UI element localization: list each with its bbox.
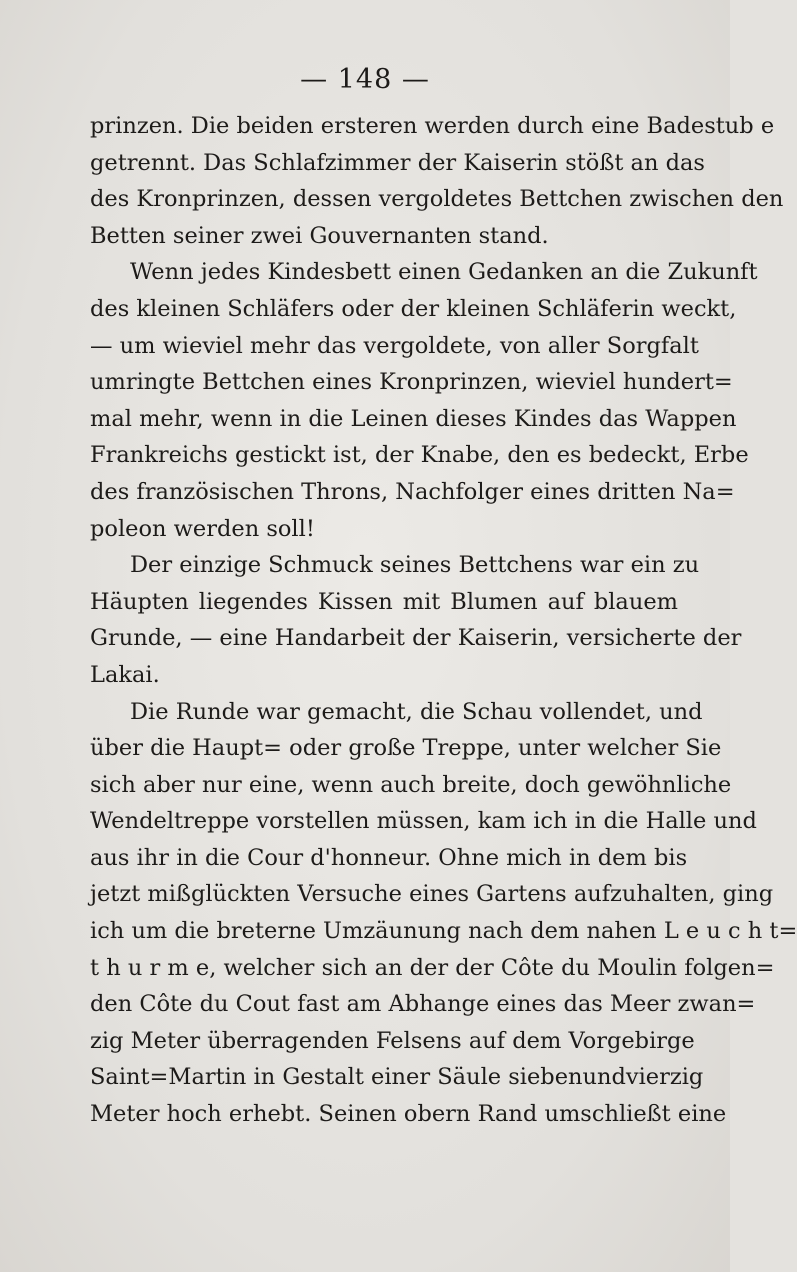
text-line: Wendeltreppe vorstellen müssen, kam ich in die Halle und	[90, 808, 757, 835]
page-number: — 148 —	[300, 64, 430, 95]
text-line: — um wieviel mehr das vergoldete, von aller Sorgfalt	[90, 332, 699, 359]
text-line: mal mehr, wenn in die Leinen dieses Kindes das Wappen	[90, 405, 737, 432]
text-line: jetzt mißglückten Versuche eines Gartens aufzuhalten, ging	[90, 881, 774, 908]
body-text	[90, 108, 797, 1133]
text-line: aus ihr in die Cour d'honneur. Ohne mich in dem bis	[90, 844, 688, 871]
text-line: Wenn jedes Kindesbett einen Gedanken an die Zukunft	[130, 259, 758, 286]
text-line: des Kronprinzen, dessen vergoldetes Bettchen zwischen den	[90, 186, 784, 213]
text-line: Lakai.	[90, 661, 160, 688]
text-line: Saint=Martin in Gestalt einer Säule siebenundvierzig	[90, 1064, 704, 1091]
text-line: des französischen Throns, Nachfolger eines dritten Na=	[90, 478, 735, 505]
text-line: des kleinen Schläfers oder der kleinen Schläferin weckt,	[90, 295, 737, 322]
text-line: ich um die breterne Umzäunung nach dem nahen L e u c h t=	[90, 918, 797, 945]
text-line: Der einzige Schmuck seines Bettchens war ein zu	[130, 552, 700, 579]
text-line: poleon werden soll!	[90, 515, 315, 542]
text-line: sich aber nur eine, wenn auch breite, doch gewöhnliche	[90, 771, 732, 798]
text-line: Frankreichs gestickt ist, der Knabe, den es bedeckt, Erbe	[90, 442, 749, 469]
text-line: Betten seiner zwei Gouvernanten stand.	[90, 222, 549, 249]
text-line: Die Runde war gemacht, die Schau vollendet, und	[130, 698, 703, 725]
text-line: t h u r m e, welcher sich an der der Côte du Moulin folgen=	[90, 954, 775, 981]
text-line: Meter hoch erhebt. Seinen obern Rand umschließt eine	[90, 1101, 727, 1128]
text-line: Grunde, — eine Handarbeit der Kaiserin, versicherte der	[90, 625, 742, 652]
text-line: Häupten liegendes Kissen mit Blumen auf blauem	[90, 588, 678, 615]
text-line: getrennt. Das Schlafzimmer der Kaiserin stößt an das	[90, 149, 705, 176]
text-line: prinzen. Die beiden ersteren werden durch eine Badestub e	[90, 113, 775, 139]
text-line: den Côte du Cout fast am Abhange eines das Meer zwan=	[90, 991, 756, 1018]
text-line: zig Meter überragenden Felsens auf dem Vorgebirge	[90, 1027, 695, 1054]
text-line: über die Haupt= oder große Treppe, unter welcher Sie	[90, 735, 722, 762]
text-line: umringte Bettchen eines Kronprinzen, wieviel hundert=	[90, 369, 733, 396]
